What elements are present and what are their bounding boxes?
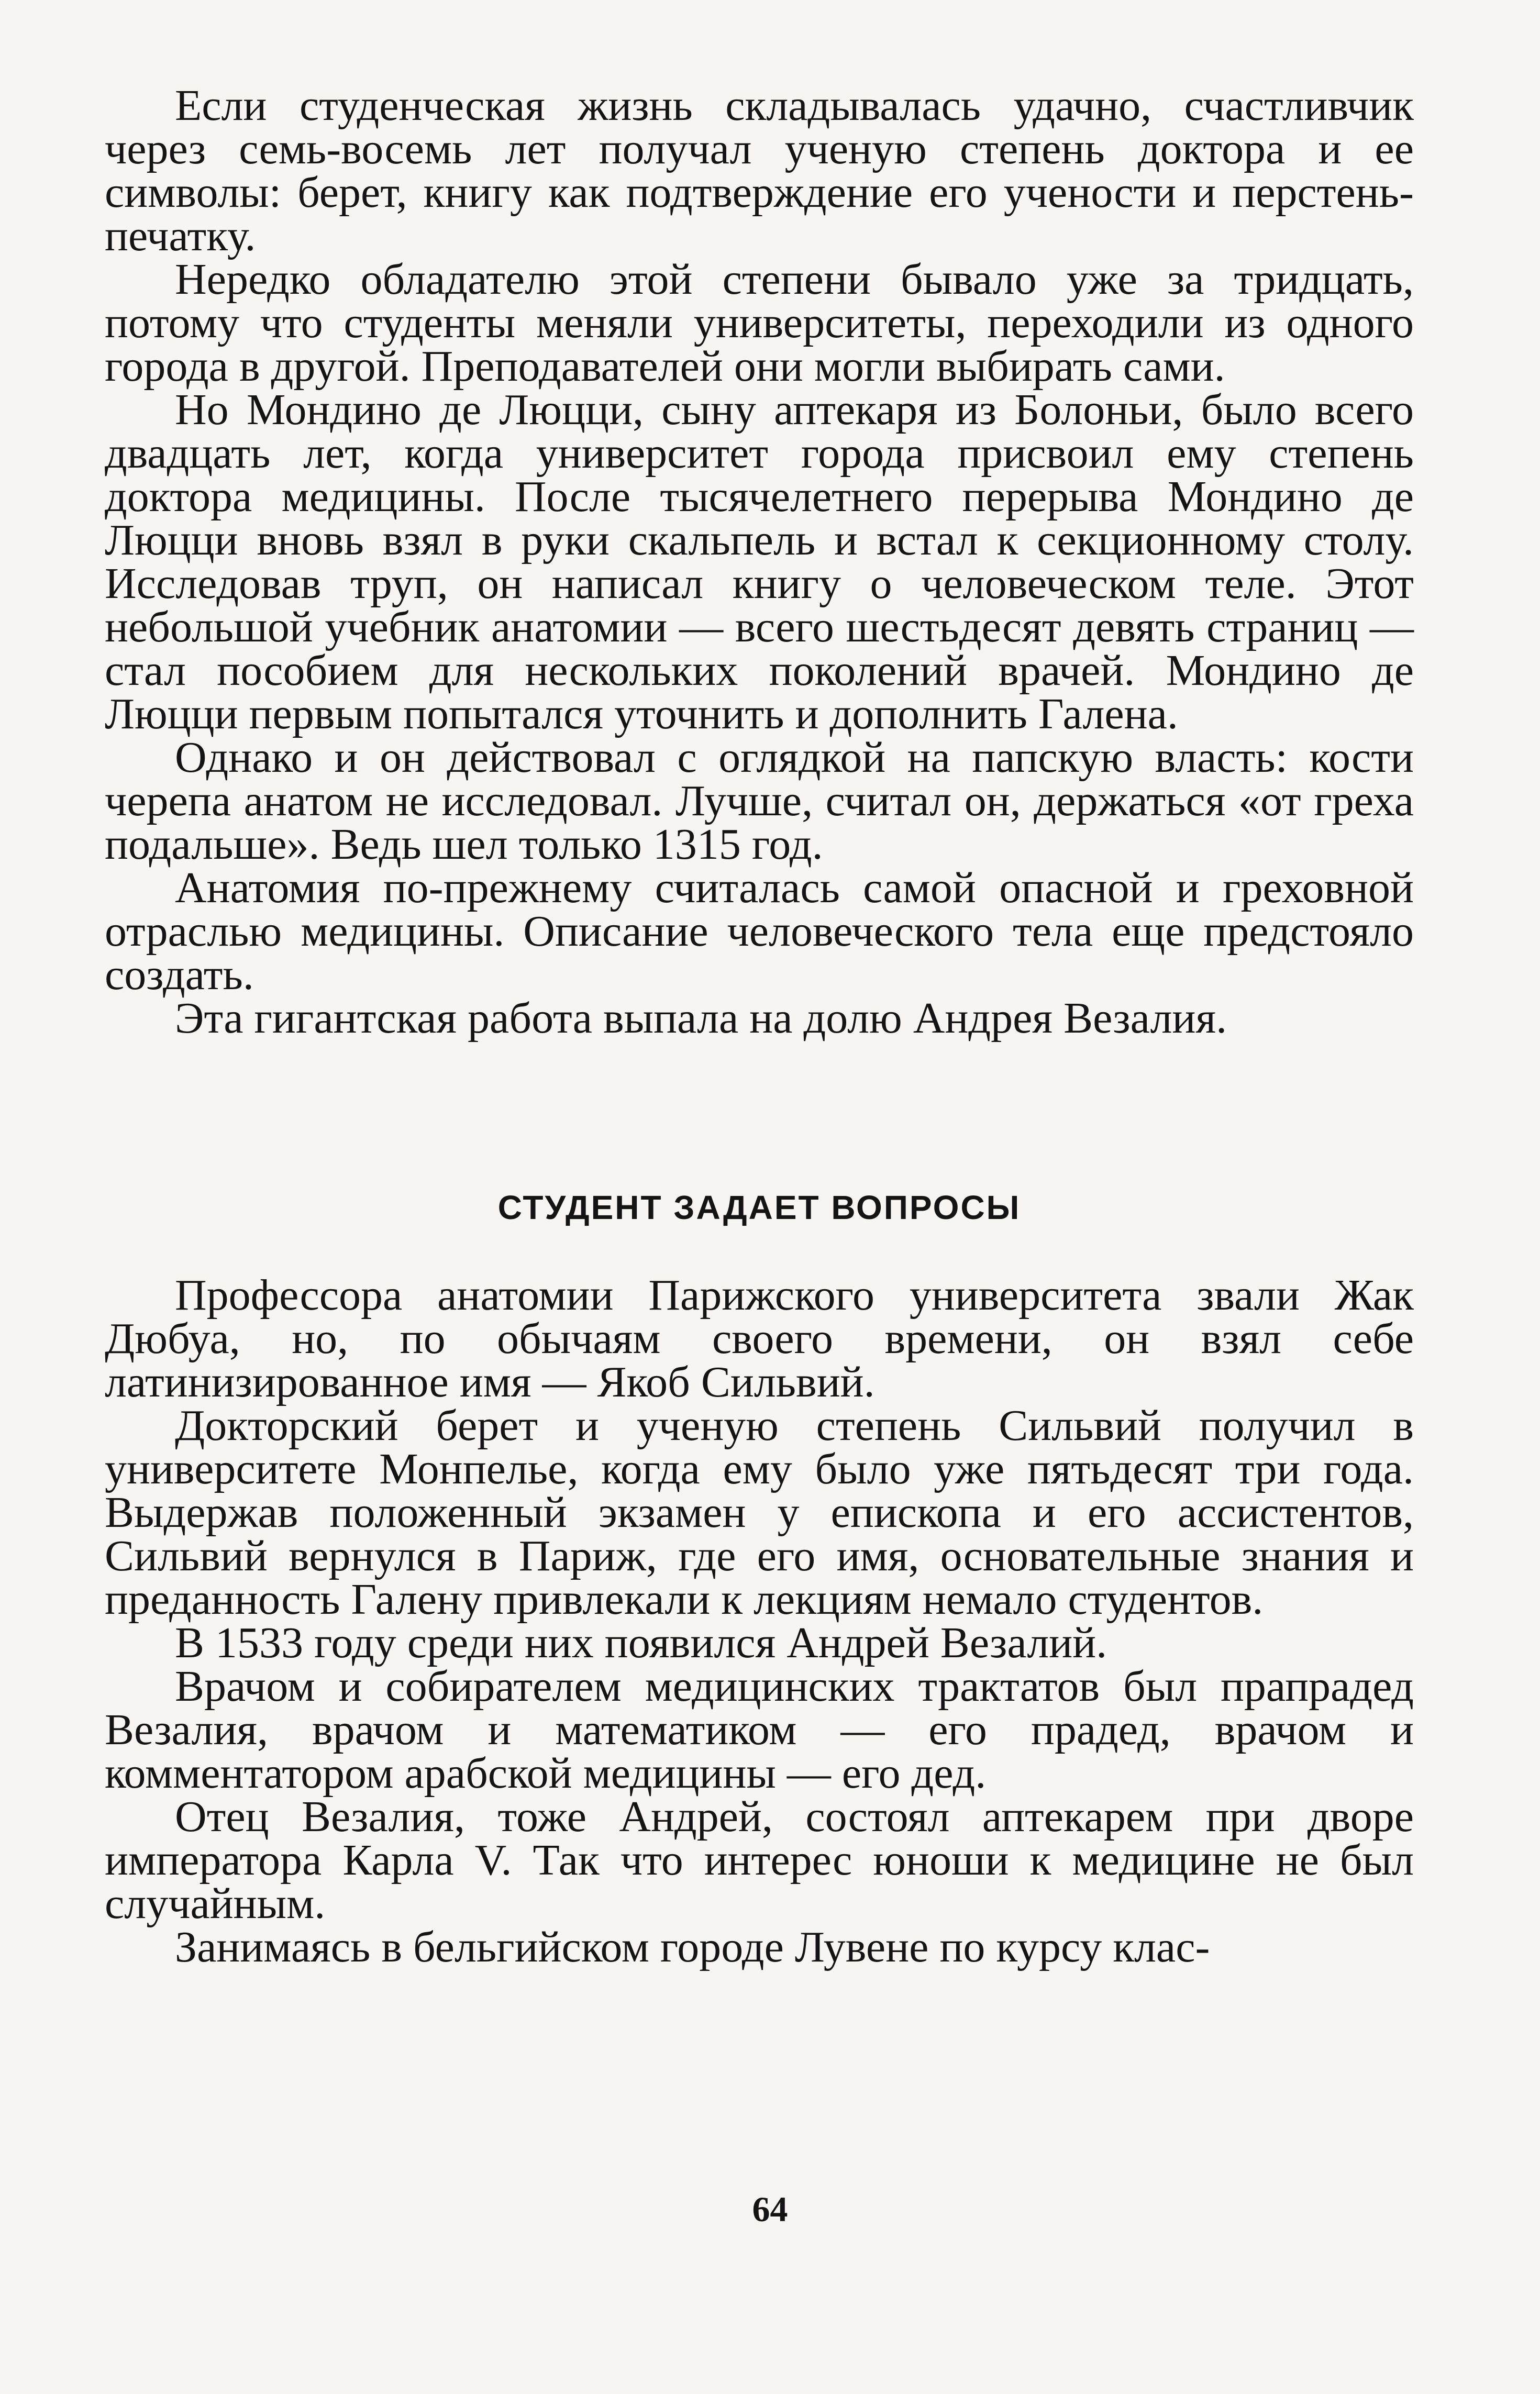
- page-body: [105, 81, 1414, 1971]
- paragraph: Однако и он действовал с оглядкой на папскую власть: кости черепа анатом не исследовал. Лучше, считал он, держаться «от греха подальше». Ведь шел только 1315 год.: [105, 733, 1414, 869]
- paragraph: Анатомия по-прежнему считалась самой опасной и греховной отраслью медицины. Описание человеческого тела еще предстояло создать.: [105, 863, 1414, 999]
- page-number: 64: [752, 2189, 788, 2229]
- paragraph: Если студенческая жизнь складывалась удачно, счастливчик через семь-восемь лет получал ученую степень доктора и ее символы: берет, книгу как подтверждение его учености и перстень-печатку.: [105, 81, 1414, 260]
- paragraph: Профессора анатомии Парижского университета звали Жак Дюбуа, но, по обычаям своего времени, он взял себе латинизированное имя — Якоб Сильвий.: [105, 1271, 1414, 1406]
- paragraph: Врачом и собирателем медицинских трактатов был прапрадед Везалия, врачом и математиком — его прадед, врачом и комментатором арабской медицины — его дед.: [105, 1662, 1414, 1798]
- text-section-after-heading: [105, 1273, 1414, 1969]
- paragraph: Отец Везалия, тоже Андрей, состоял аптекарем при дворе императора Карла V. Так что интерес юноши к медицине не был случайным.: [105, 1792, 1414, 1928]
- paragraph: Нередко обладателю этой степени бывало уже за тридцать, потому что студенты меняли университеты, переходили из одного города в другой. Преподавателей они могли выбирать сами.: [105, 255, 1414, 391]
- text-section-before-heading: [105, 81, 1414, 1043]
- paragraph: Эта гигантская работа выпала на долю Андрея Везалия.: [175, 994, 1227, 1043]
- paragraph: В 1533 году среди них появился Андрей Везалий.: [175, 1619, 1107, 1667]
- section-heading: СТУДЕНТ ЗАДАЕТ ВОПРОСЫ: [497, 1189, 1021, 1226]
- paragraph: Докторский берет и ученую степень Сильвий получил в университете Монпелье, когда ему было уже пятьдесят три года. Выдержав положенный экзамен у епископа и его ассистентов, Сильвий вернулся в Париж, где его имя, основательные знания и преданность Галену привлекали к лекциям немало студентов.: [105, 1401, 1414, 1624]
- paragraph: Занимаясь в бельгийском городе Лувене по курсу клас-: [175, 1923, 1210, 1971]
- paragraph: Но Мондино де Люцци, сыну аптекаря из Болоньи, было всего двадцать лет, когда университет города присвоил ему степень доктора медицины. После тысячелетнего перерыва Мондино де Люцци вновь взял в руки скальпель и встал к секционному столу. Исследовав труп, он написал книгу о человеческом теле. Этот небольшой учебник анатомии — всего шестьдесят девять страниц — стал пособием для нескольких поколений врачей. Мондино де Люцци первым попытался уточнить и дополнить Галена.: [105, 385, 1414, 738]
